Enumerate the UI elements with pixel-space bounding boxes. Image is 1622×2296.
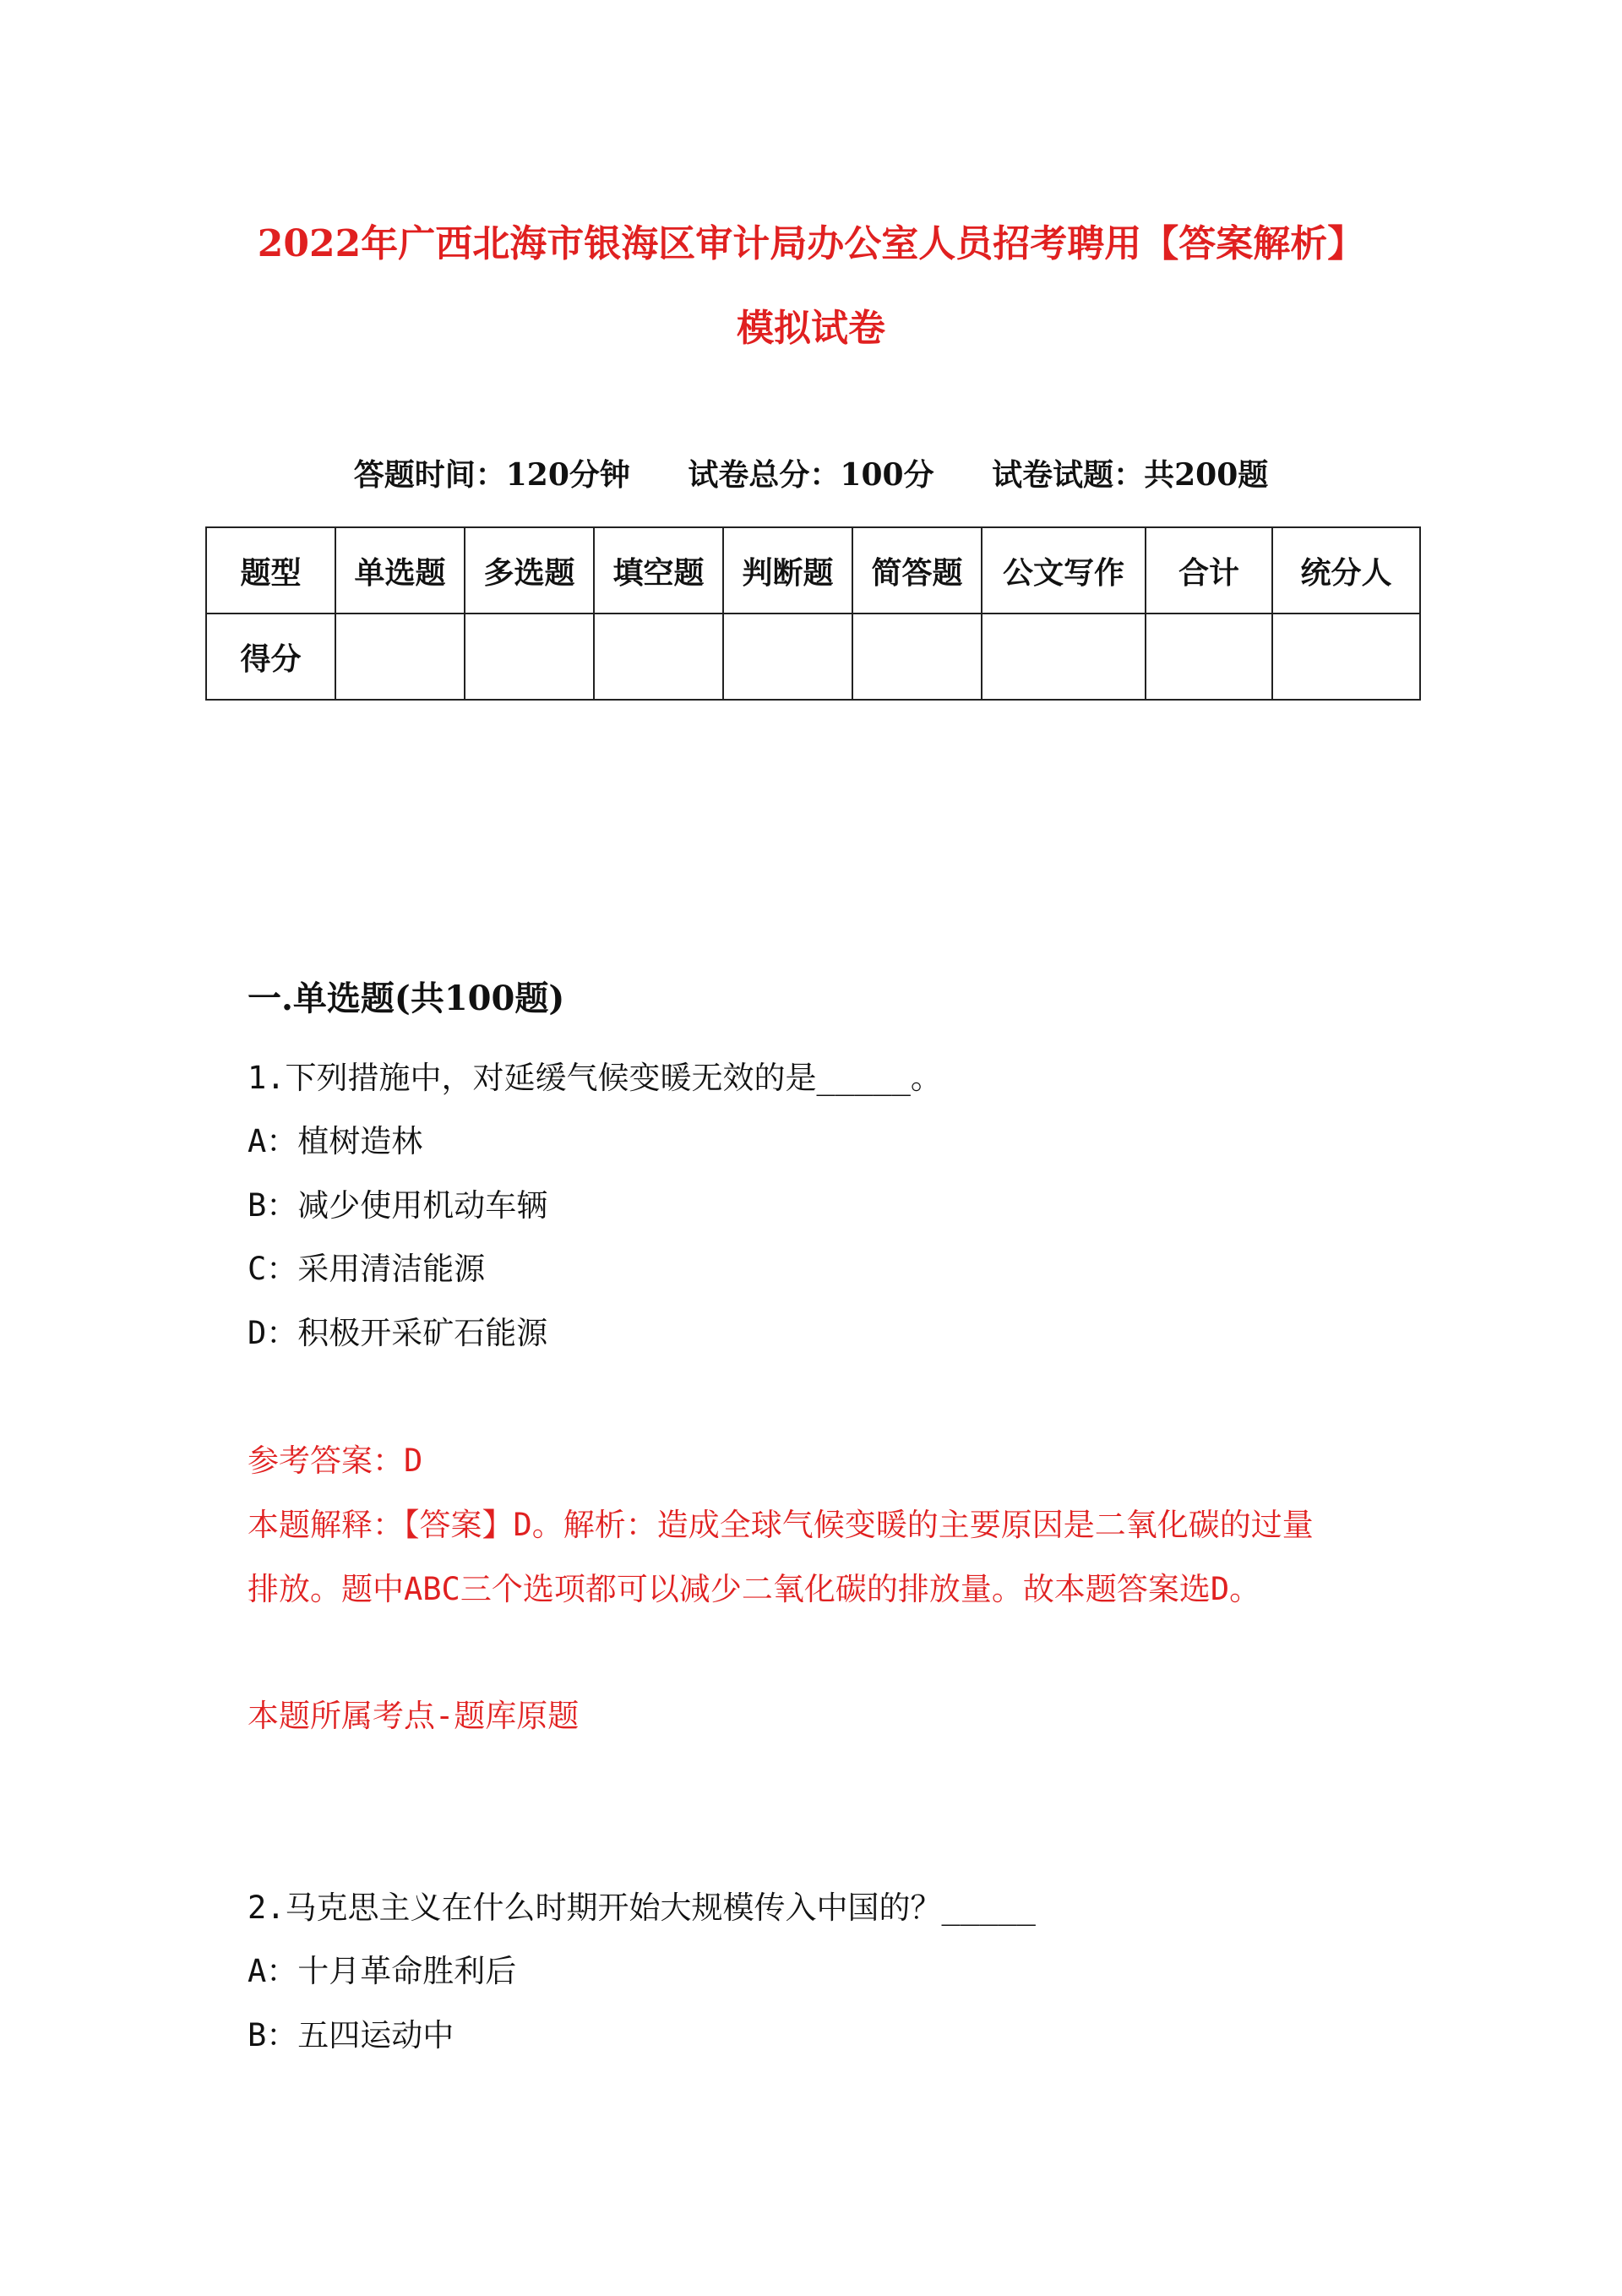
score-header-cell: 合计 <box>1146 527 1272 614</box>
question-1-stem: 1.下列措施中，对延缓气候变暖无效的是_____。 <box>248 1060 942 1096</box>
question-1-explanation-line1: 本题解释：【答案】D。解析：造成全球气候变暖的主要原因是二氧化碳的过量 <box>248 1507 1314 1543</box>
score-header-cell: 统分人 <box>1272 527 1420 614</box>
score-header-cell: 单选题 <box>335 527 465 614</box>
section-title: 一.单选题(共100题) <box>248 979 565 1018</box>
question-2-option-a: A：十月革命胜利后 <box>248 1953 517 1989</box>
score-header-cell: 题型 <box>206 527 335 614</box>
score-cell <box>1272 614 1420 700</box>
score-header-cell: 判断题 <box>723 527 852 614</box>
score-row-label: 得分 <box>206 614 335 700</box>
question-1-option-b: B：减少使用机动车辆 <box>248 1187 548 1224</box>
question-1-option-a: A：植树造林 <box>248 1123 423 1159</box>
score-table-header-row <box>206 527 1420 614</box>
exam-question-count: 试卷试题：共200题 <box>992 457 1269 493</box>
question-2-option-b: B：五四运动中 <box>248 2017 454 2053</box>
exam-meta <box>0 451 1622 494</box>
score-cell <box>852 614 982 700</box>
exam-time: 答题时间：120分钟 <box>353 457 630 493</box>
exam-title-line2: 模拟试卷 <box>737 307 885 350</box>
score-header-cell: 公文写作 <box>982 527 1146 614</box>
question-1-knowledge-point: 本题所属考点-题库原题 <box>248 1698 580 1734</box>
score-cell <box>1146 614 1272 700</box>
score-cell <box>982 614 1146 700</box>
score-cell <box>594 614 723 700</box>
score-cell <box>723 614 852 700</box>
question-1-answer: 参考答案：D <box>248 1442 423 1479</box>
score-header-cell: 填空题 <box>594 527 723 614</box>
exam-total-score: 试卷总分：100分 <box>688 457 934 493</box>
score-table <box>205 526 1421 701</box>
exam-title-line1: 2022年广西北海市银海区审计局办公室人员招考聘用【答案解析】 <box>257 222 1365 265</box>
score-table-score-row <box>206 614 1420 700</box>
score-header-cell: 简答题 <box>852 527 982 614</box>
question-1-option-d: D：积极开采矿石能源 <box>248 1315 548 1351</box>
score-cell <box>465 614 594 700</box>
question-1-explanation-line2: 排放。题中ABC三个选项都可以减少二氧化碳的排放量。故本题答案选D。 <box>248 1571 1261 1607</box>
question-2-stem: 2.马克思主义在什么时期开始大规模传入中国的？_____ <box>248 1890 1036 1926</box>
question-1-option-c: C：采用清洁能源 <box>248 1251 486 1287</box>
score-header-cell: 多选题 <box>465 527 594 614</box>
score-cell <box>335 614 465 700</box>
